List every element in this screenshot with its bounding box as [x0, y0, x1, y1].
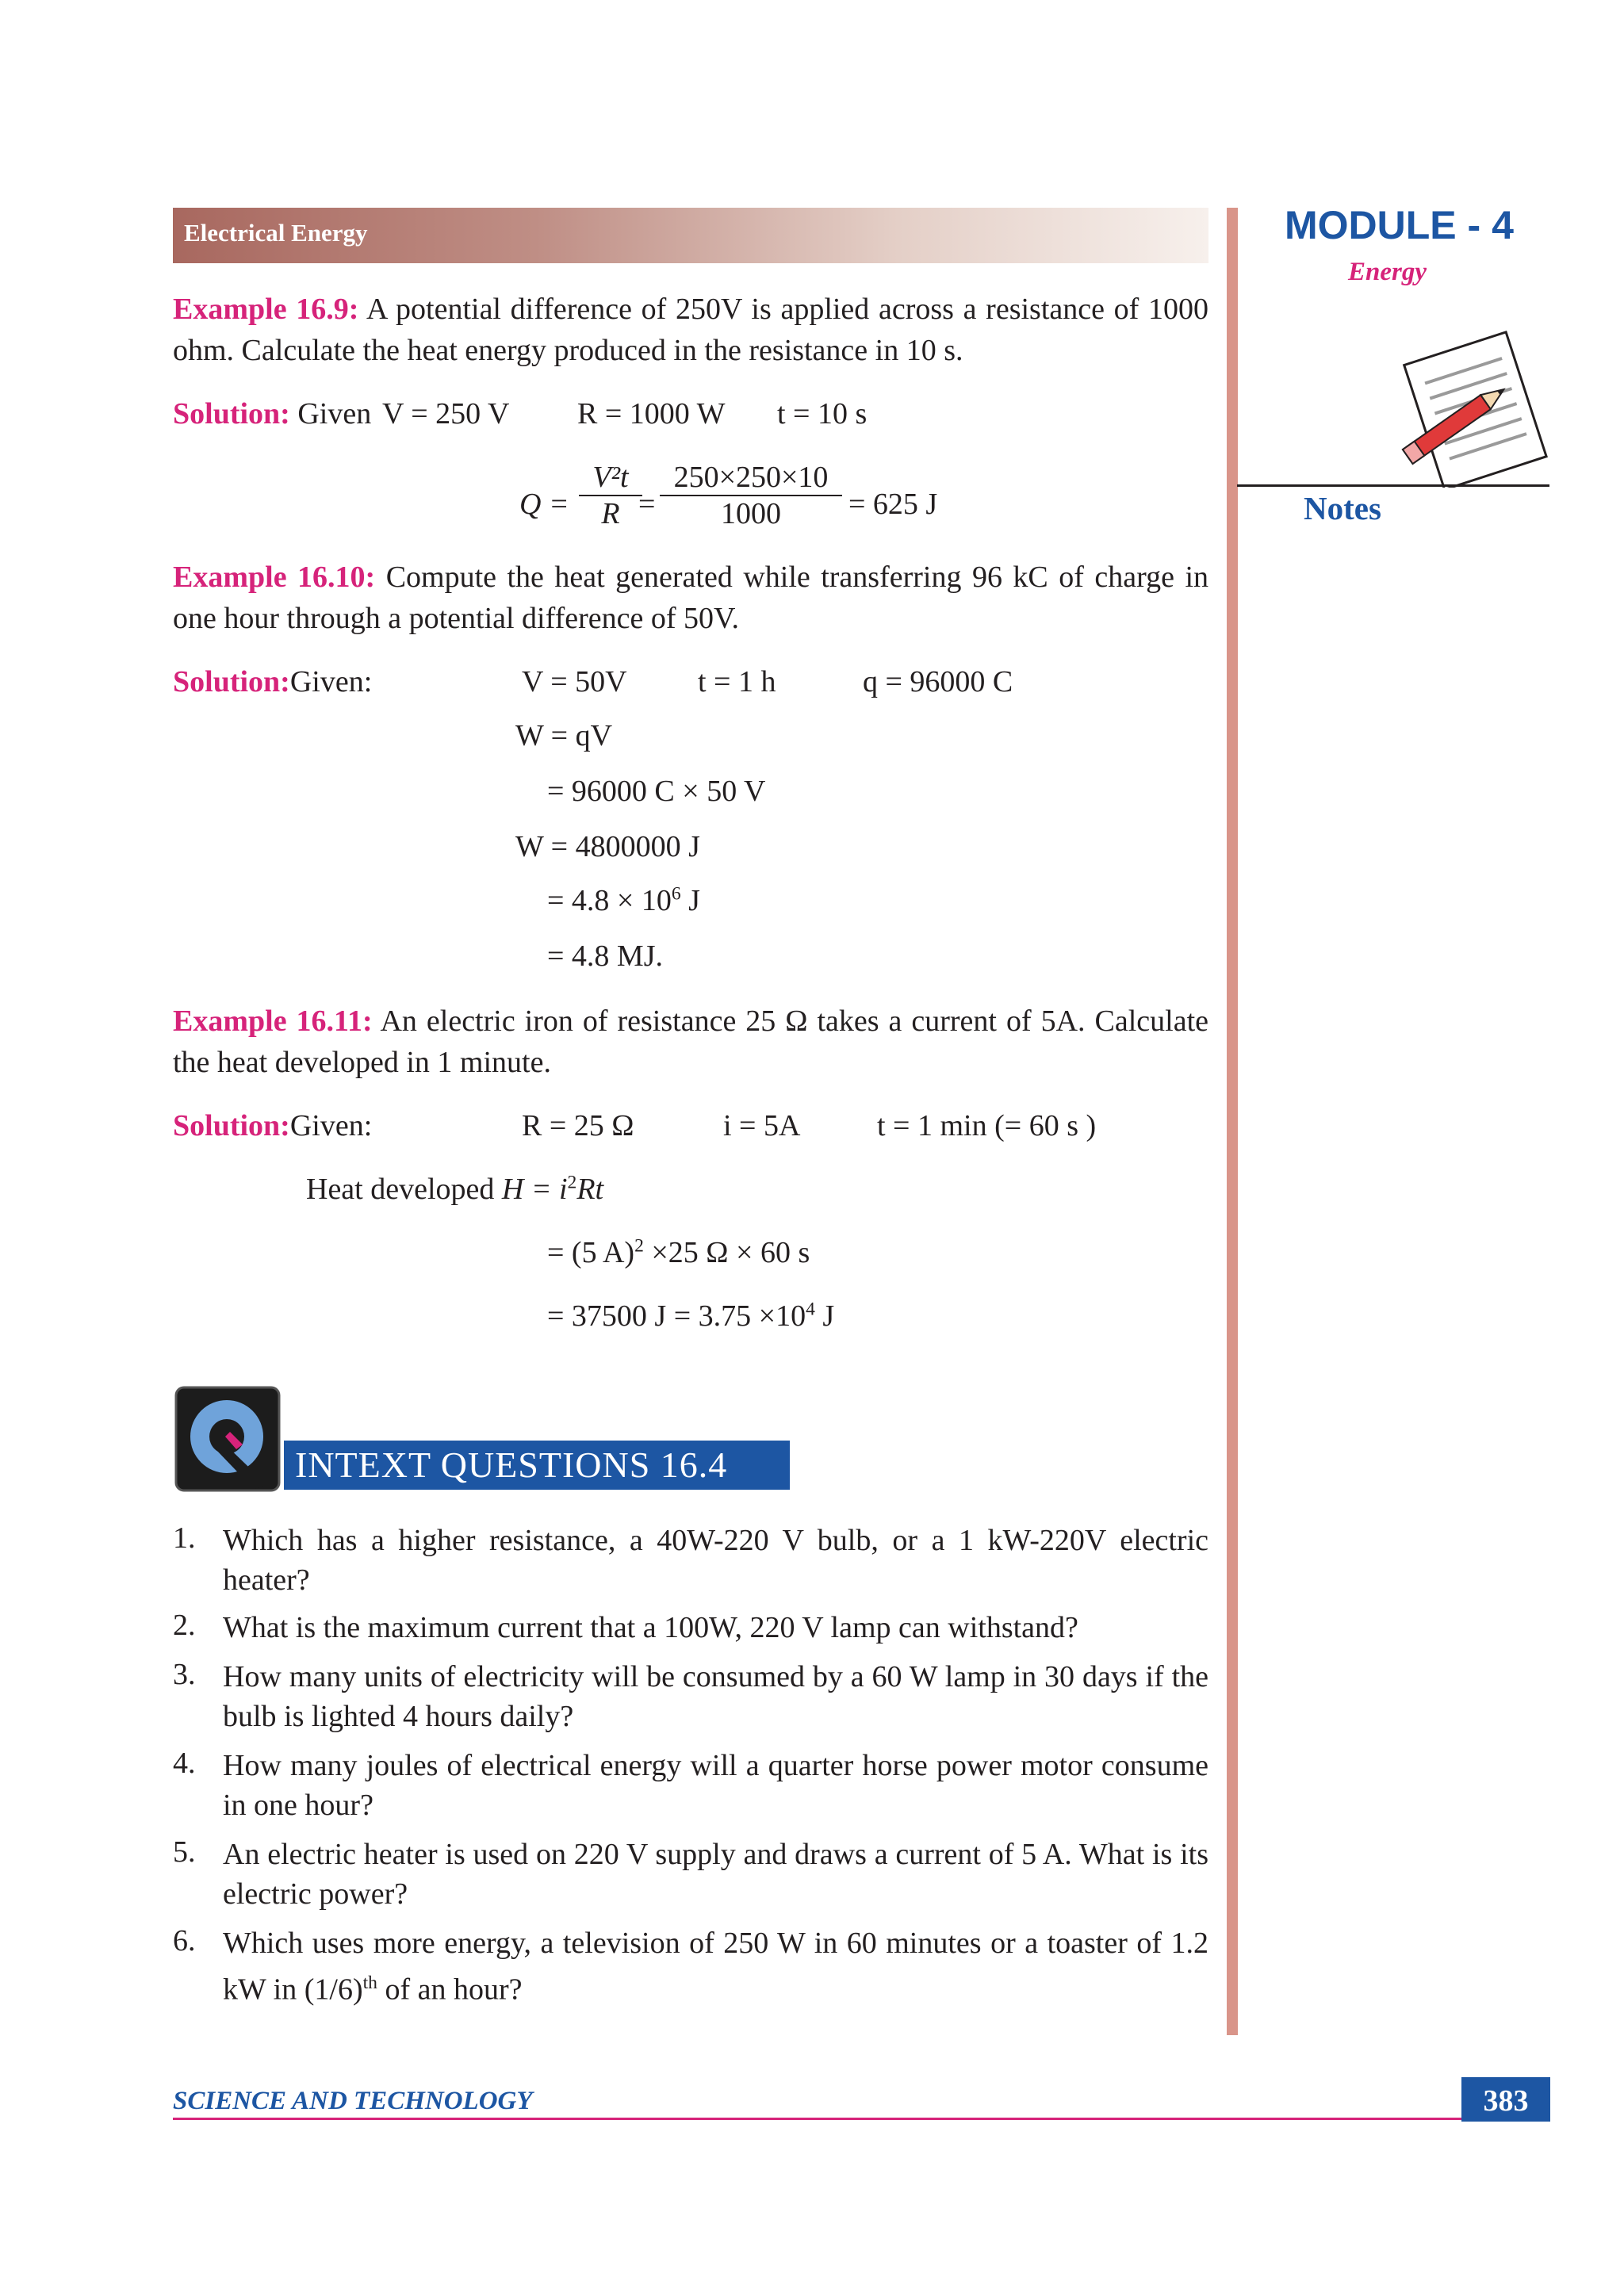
fraction-numerator: V²t: [579, 460, 642, 496]
example-label: Example 16.10:: [173, 561, 376, 594]
question-text: What is the maximum current that a 100W, 220 V lamp can withstand?: [223, 1611, 1078, 1644]
question-text: How many joules of electrical energy will a quarter horse power motor consume in one hour?: [223, 1749, 1208, 1822]
heat-prefix: Heat developed: [306, 1173, 502, 1206]
heat-sub-a: = (5 A): [547, 1236, 635, 1269]
heat-result-exponent: 4: [806, 1299, 815, 1320]
heat-rt: Rt: [576, 1173, 604, 1206]
question-text-b: of an hour?: [377, 1973, 523, 2007]
footer-title: SCIENCE AND TECHNOLOGY: [173, 2087, 533, 2115]
notes-pencil-icon: [1389, 329, 1556, 488]
question-number: 3.: [173, 1658, 196, 1691]
given-word: Given: [297, 397, 372, 430]
page-number-box: [1461, 2077, 1550, 2122]
footer-rule: [173, 2118, 1462, 2120]
module-title: MODULE - 4: [1285, 203, 1514, 247]
given-current: i = 5A: [723, 1109, 801, 1142]
section-header-band: [173, 208, 1208, 263]
question-text-sup: th: [362, 1973, 377, 1993]
given-voltage: V = 50V: [522, 665, 627, 698]
example-16-9-statement: [173, 289, 1208, 371]
question-number: 6.: [173, 1924, 196, 1957]
solution-label: Solution:: [173, 665, 290, 698]
module-subtitle: Energy: [1348, 258, 1427, 286]
notes-label: Notes: [1304, 490, 1381, 526]
example-text: Compute the heat generated while transferring 96 kC of charge in one hour through a potential difference of 50V.: [173, 561, 1208, 635]
work-formula: W = qV: [515, 719, 613, 752]
equation-result: = 625 J: [848, 488, 938, 521]
question-text: Which has a higher resistance, a 40W-220 V bulb, or a 1 kW-220V electric heater?: [223, 1524, 1208, 1597]
work-substitution: = 96000 C × 50 V: [547, 775, 766, 808]
question-number: 2.: [173, 1609, 196, 1642]
equation-equals: =: [638, 488, 656, 521]
given-charge: q = 96000 C: [863, 665, 1013, 698]
heat-sub-b: ×25 Ω × 60 s: [643, 1236, 810, 1269]
example-text: An electric iron of resistance 25 Ω takes a current of 5A. Calculate the heat developed in 1 minute.: [173, 1004, 1208, 1079]
heat-result-a: = 37500 J = 3.75 ×10: [547, 1299, 806, 1333]
work-scientific: [547, 883, 700, 918]
page-number: 383: [1483, 2084, 1529, 2118]
given-time: t = 1 min (= 60 s ): [877, 1109, 1097, 1142]
given-time: t = 10 s: [777, 397, 868, 430]
fraction-numeric: [660, 460, 842, 531]
given-time: t = 1 h: [698, 665, 776, 698]
solution-label: Solution:: [173, 397, 290, 430]
fraction-denominator: 1000: [721, 497, 781, 530]
heat-exponent: 2: [567, 1172, 577, 1193]
question-icon: [174, 1386, 281, 1492]
margin-rule: [1227, 208, 1238, 2035]
example-16-9-solution-given: [173, 396, 371, 431]
example-16-10-solution-given: [173, 664, 372, 699]
question-number: 5.: [173, 1835, 196, 1869]
notes-divider: [1237, 484, 1549, 487]
work-megajoules: = 4.8 MJ.: [547, 939, 664, 973]
given-resistance: R = 1000 W: [577, 397, 726, 430]
work-scientific-base: = 4.8 × 10: [547, 884, 672, 917]
heat-result-b: J: [814, 1299, 835, 1333]
question-text: [223, 1923, 1208, 2010]
fraction-v2t-over-r: [579, 460, 642, 531]
example-16-11-solution-given: [173, 1108, 372, 1143]
question-text-a: Which uses more energy, a television of 250 W in 60 minutes or a toaster of 1.2 kW in (1/6): [223, 1927, 1208, 2007]
given-word: Given:: [289, 1109, 373, 1142]
example-text: A potential difference of 250V is applied across a resistance of 1000 ohm. Calculate the heat energy produced in the resistance in 10 s.: [173, 293, 1209, 367]
example-16-11-statement: [173, 1001, 1208, 1083]
work-result: W = 4800000 J: [515, 830, 700, 863]
given-word: Given:: [289, 665, 373, 698]
given-resistance: R = 25 Ω: [522, 1109, 634, 1142]
example-label: Example 16.9:: [173, 293, 359, 326]
question-text: How many units of electricity will be consumed by a 60 W lamp in 30 days if the bulb is lighted 4 hours daily?: [223, 1660, 1208, 1733]
fraction-numerator: 250×250×10: [660, 460, 842, 496]
heat-h: H = i: [501, 1173, 568, 1206]
solution-label: Solution:: [173, 1109, 290, 1142]
fraction-denominator: R: [601, 497, 620, 530]
heat-result: [547, 1299, 834, 1334]
question-text: An electric heater is used on 220 V supply and draws a current of 5 A. What is its electric power?: [223, 1838, 1208, 1911]
equation-lhs: Q =: [519, 488, 569, 521]
question-number: 1.: [173, 1521, 196, 1555]
work-scientific-exponent: 6: [671, 883, 681, 905]
heat-formula: [306, 1172, 603, 1207]
example-16-10-statement: [173, 557, 1208, 639]
intext-questions-title: INTEXT QUESTIONS 16.4: [295, 1445, 728, 1485]
question-number: 4.: [173, 1747, 196, 1780]
section-title: Electrical Energy: [184, 219, 368, 247]
given-voltage: V = 250 V: [382, 397, 510, 430]
heat-substitution: [547, 1235, 810, 1270]
intext-questions-banner: [284, 1441, 790, 1490]
example-label: Example 16.11:: [173, 1004, 373, 1038]
work-scientific-unit: J: [680, 884, 700, 917]
heat-sub-exponent: 2: [634, 1235, 644, 1257]
